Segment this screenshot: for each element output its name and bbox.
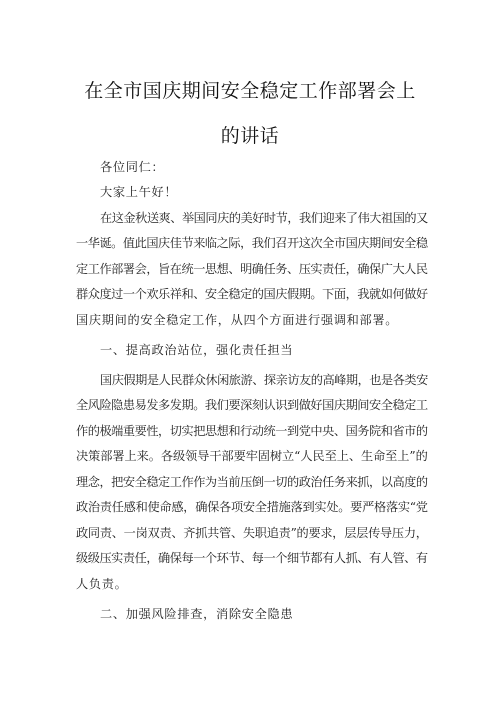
greeting: 大家上午好！	[100, 185, 178, 199]
section-1-line-5: 理念，把安全稳定工作作为当前压倒一切的政治任务来抓，以高度的	[76, 475, 428, 489]
section-1-line-8: 级级压实责任，确保每一个环节、每一个细节都有人抓、有人管、有	[76, 551, 428, 565]
intro-line-1: 在这金秋送爽、举国同庆的美好时节，我们迎来了伟大祖国的又	[100, 211, 428, 225]
section-heading-2: 二、加强风险排查，消除安全隐患	[100, 607, 294, 621]
section-1-line-9: 人负责。	[76, 577, 128, 591]
salutation: 各位同仁：	[100, 160, 165, 174]
intro-line-3: 定工作部署会，旨在统一思想、明确任务、压实责任，确保广大人民	[76, 262, 428, 276]
section-1-line-1: 国庆假期是人民群众休闲旅游、探亲访友的高峰期，也是各类安	[100, 373, 428, 387]
section-heading-1: 一、提高政治站位，强化责任担当	[100, 343, 294, 357]
section-1-line-4: 决策部署上来。各级领导干部要牢固树立“人民至上、生命至上”的	[76, 449, 428, 463]
section-1-line-7: 政同责、一岗双责、齐抓共管、失职追责”的要求，层层传导压力，	[76, 526, 428, 540]
document-title-line-2: 的讲话	[220, 125, 280, 147]
intro-line-2: 一华诞。值此国庆佳节来临之际，我们召开这次全市国庆期间安全稳	[76, 236, 428, 250]
intro-line-4: 群众度过一个欢乐祥和、安全稳定的国庆假期。下面，我就如何做好	[76, 287, 428, 301]
section-1-line-3: 作的极端重要性，切实把思想和行动统一到党中央、国务院和省市的	[76, 424, 428, 438]
document-title-line-1: 在全市国庆期间安全稳定工作部署会上	[84, 80, 416, 102]
intro-line-5: 国庆期间的安全稳定工作，从四个方面进行强调和部署。	[76, 313, 399, 327]
section-1-line-6: 政治责任感和使命感，确保各项安全措施落到实处。要严格落实“党	[76, 500, 428, 514]
section-1-line-2: 全风险隐患易发多发期。我们要深刻认识到做好国庆期间安全稳定工	[76, 398, 428, 412]
